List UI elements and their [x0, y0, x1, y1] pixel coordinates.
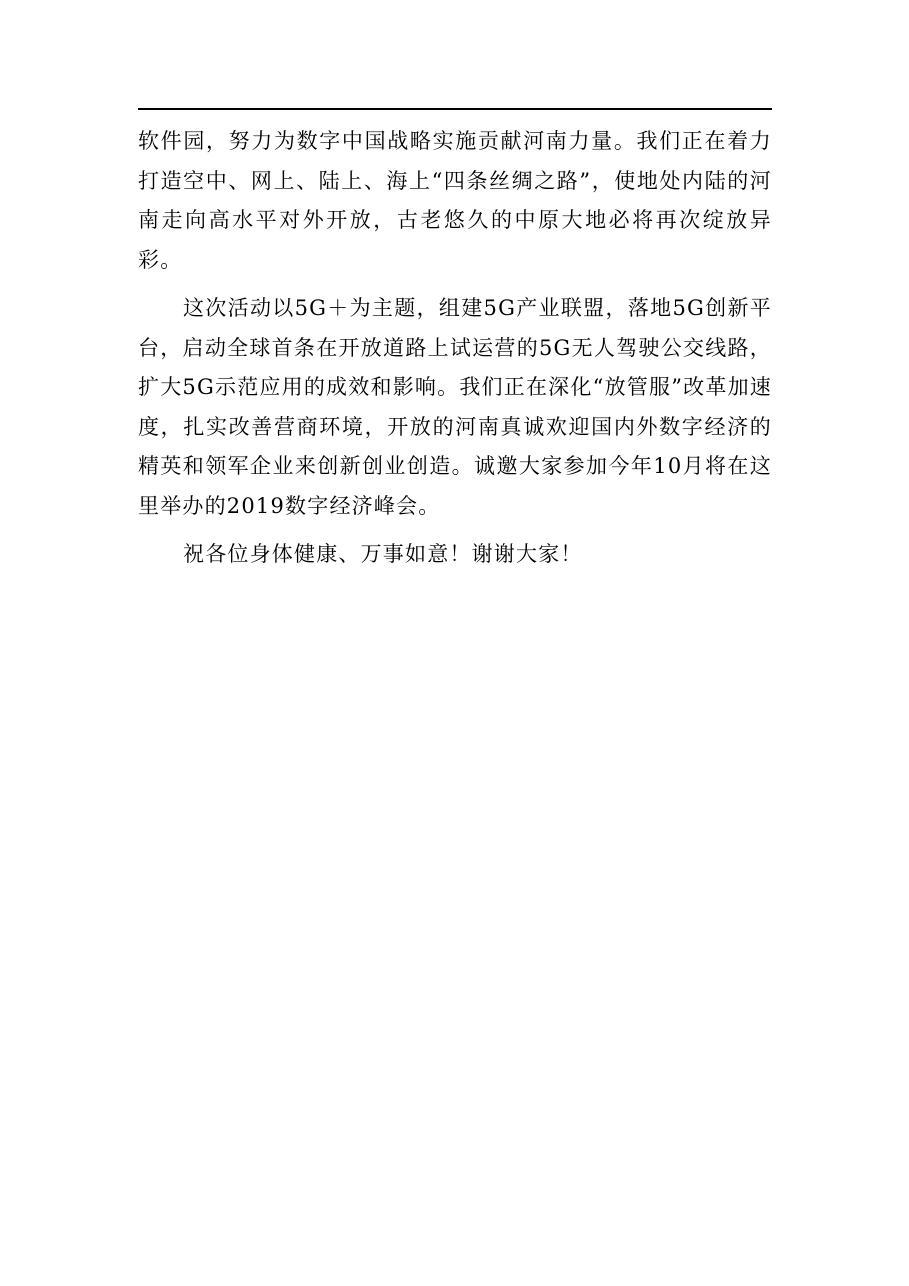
paragraph-5g-activity: 这次活动以5G＋为主题，组建5G产业联盟，落地5G创新平台，启动全球首条在开放道路上试运营的5G无人驾驶公交线路，扩大5G示范应用的成效和影响。我们正在深化“放管服”改革加速度，扎实改善营商环境，开放的河南真诚欢迎国内外数字经济的精英和领军企业来创新创业创造。诚邀大家参加今年10月将在这里举办的2019数字经济峰会。: [138, 296, 772, 518]
document-body: [138, 122, 772, 584]
paragraph-closing-wishes: 祝各位身体健康、万事如意！谢谢大家！: [183, 542, 583, 566]
header-rule: [138, 108, 772, 110]
paragraph-continuation: 软件园，努力为数字中国战略实施贡献河南力量。我们正在着力打造空中、网上、陆上、海上“四条丝绸之路”，使地处内陆的河南走向高水平对外开放，古老悠久的中原大地必将再次绽放异彩。: [138, 129, 772, 272]
